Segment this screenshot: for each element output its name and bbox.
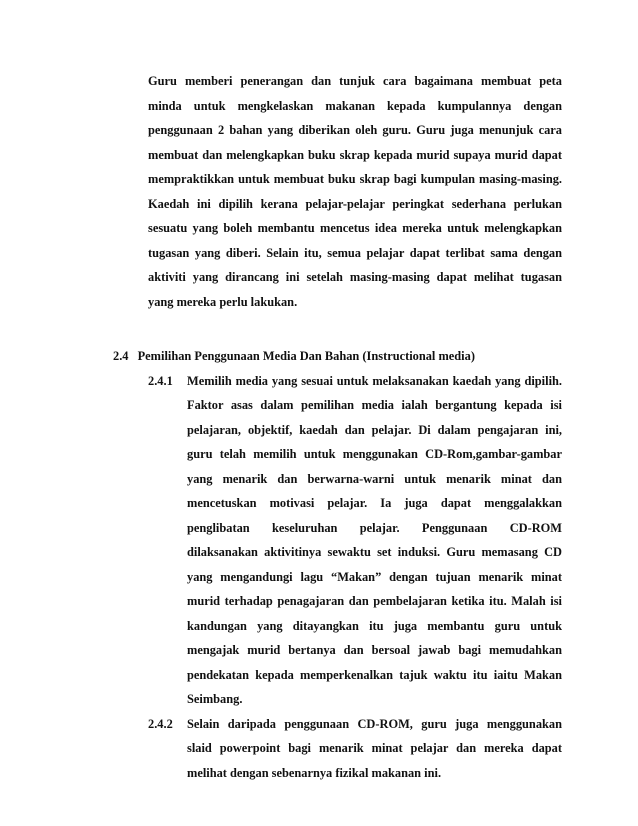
subsection-line: pendekatan kepada memperkenalkan tajuk waktu itu iaitu Makan <box>187 668 562 682</box>
intro-line: aktiviti yang dirancang ini setelah masing-masing dapat melihat tugasan <box>148 270 562 284</box>
subsection-line: Memilih media yang sesuai untuk melaksanakan kaedah yang dipilih. <box>187 374 562 388</box>
intro-line: membuat dan melengkapkan buku skrap kepada murid supaya murid dapat <box>148 148 562 162</box>
subsection-number: 2.4.2 <box>148 717 173 731</box>
intro-line: tugasan yang diberi. Selain itu, semua pelajar dapat terlibat sama dengan <box>148 246 562 260</box>
subsection-line: mengajak murid bertanya dan bersoal jawab bagi memudahkan <box>187 643 562 657</box>
subsection-line: Seimbang. <box>187 692 243 706</box>
section-heading <box>113 348 475 364</box>
intro-line: penggunaan 2 bahan yang diberikan oleh guru. Guru juga menunjuk cara <box>148 123 562 137</box>
intro-line: yang mereka perlu lakukan. <box>148 295 298 309</box>
subsection-line: melihat dengan sebenarnya fizikal makanan ini. <box>187 766 442 780</box>
intro-line: sesuatu yang boleh membantu mencetus idea mereka untuk melengkapkan <box>148 221 562 235</box>
intro-line: Kaedah ini dipilih kerana pelajar-pelajar peringkat sederhana perlukan <box>148 197 562 211</box>
subsection-line: pelajaran, objektif, kaedah dan pelajar. Di dalam pengajaran ini, <box>187 423 562 437</box>
subsection-line: yang menarik dan berwarna-warni untuk menarik minat dan <box>187 472 562 486</box>
subsection-line: mencetuskan motivasi pelajar. Ia juga dapat menggalakkan <box>187 496 562 510</box>
subsection-number: 2.4.1 <box>148 374 173 388</box>
subsection-line: Faktor asas dalam pemilihan media ialah bergantung kepada isi <box>187 398 562 412</box>
subsection-line: dilaksanakan aktivitinya sewaktu set induksi. Guru memasang CD <box>187 545 562 559</box>
subsection-line: guru telah memilih untuk menggunakan CD-Rom,gambar-gambar <box>187 447 562 461</box>
subsection-line: penglibatan keseluruhan pelajar. Penggunaan CD-ROM <box>187 521 562 535</box>
subsection-line: murid terhadap penagajaran dan pembelajaran ketika itu. Malah isi <box>187 594 562 608</box>
intro-line: mempraktikkan untuk membuat buku skrap bagi kumpulan masing-masing. <box>148 172 562 186</box>
subsection-line: kandungan yang ditayangkan itu juga membantu guru untuk <box>187 619 562 633</box>
intro-line: minda untuk mengkelaskan makanan kepada kumpulannya dengan <box>148 99 562 113</box>
subsection-line: yang mengandungi lagu “Makan” dengan tujuan menarik minat <box>187 570 562 584</box>
subsection-line: Selain daripada penggunaan CD-ROM, guru juga menggunakan <box>187 717 562 731</box>
subsection-line: slaid powerpoint bagi menarik minat pelajar dan mereka dapat <box>187 741 562 755</box>
intro-line: Guru memberi penerangan dan tunjuk cara bagaimana membuat peta <box>148 74 562 88</box>
section-number: 2.4 <box>113 349 129 363</box>
section-title: Pemilihan Penggunaan Media Dan Bahan (Instructional media) <box>137 349 475 363</box>
